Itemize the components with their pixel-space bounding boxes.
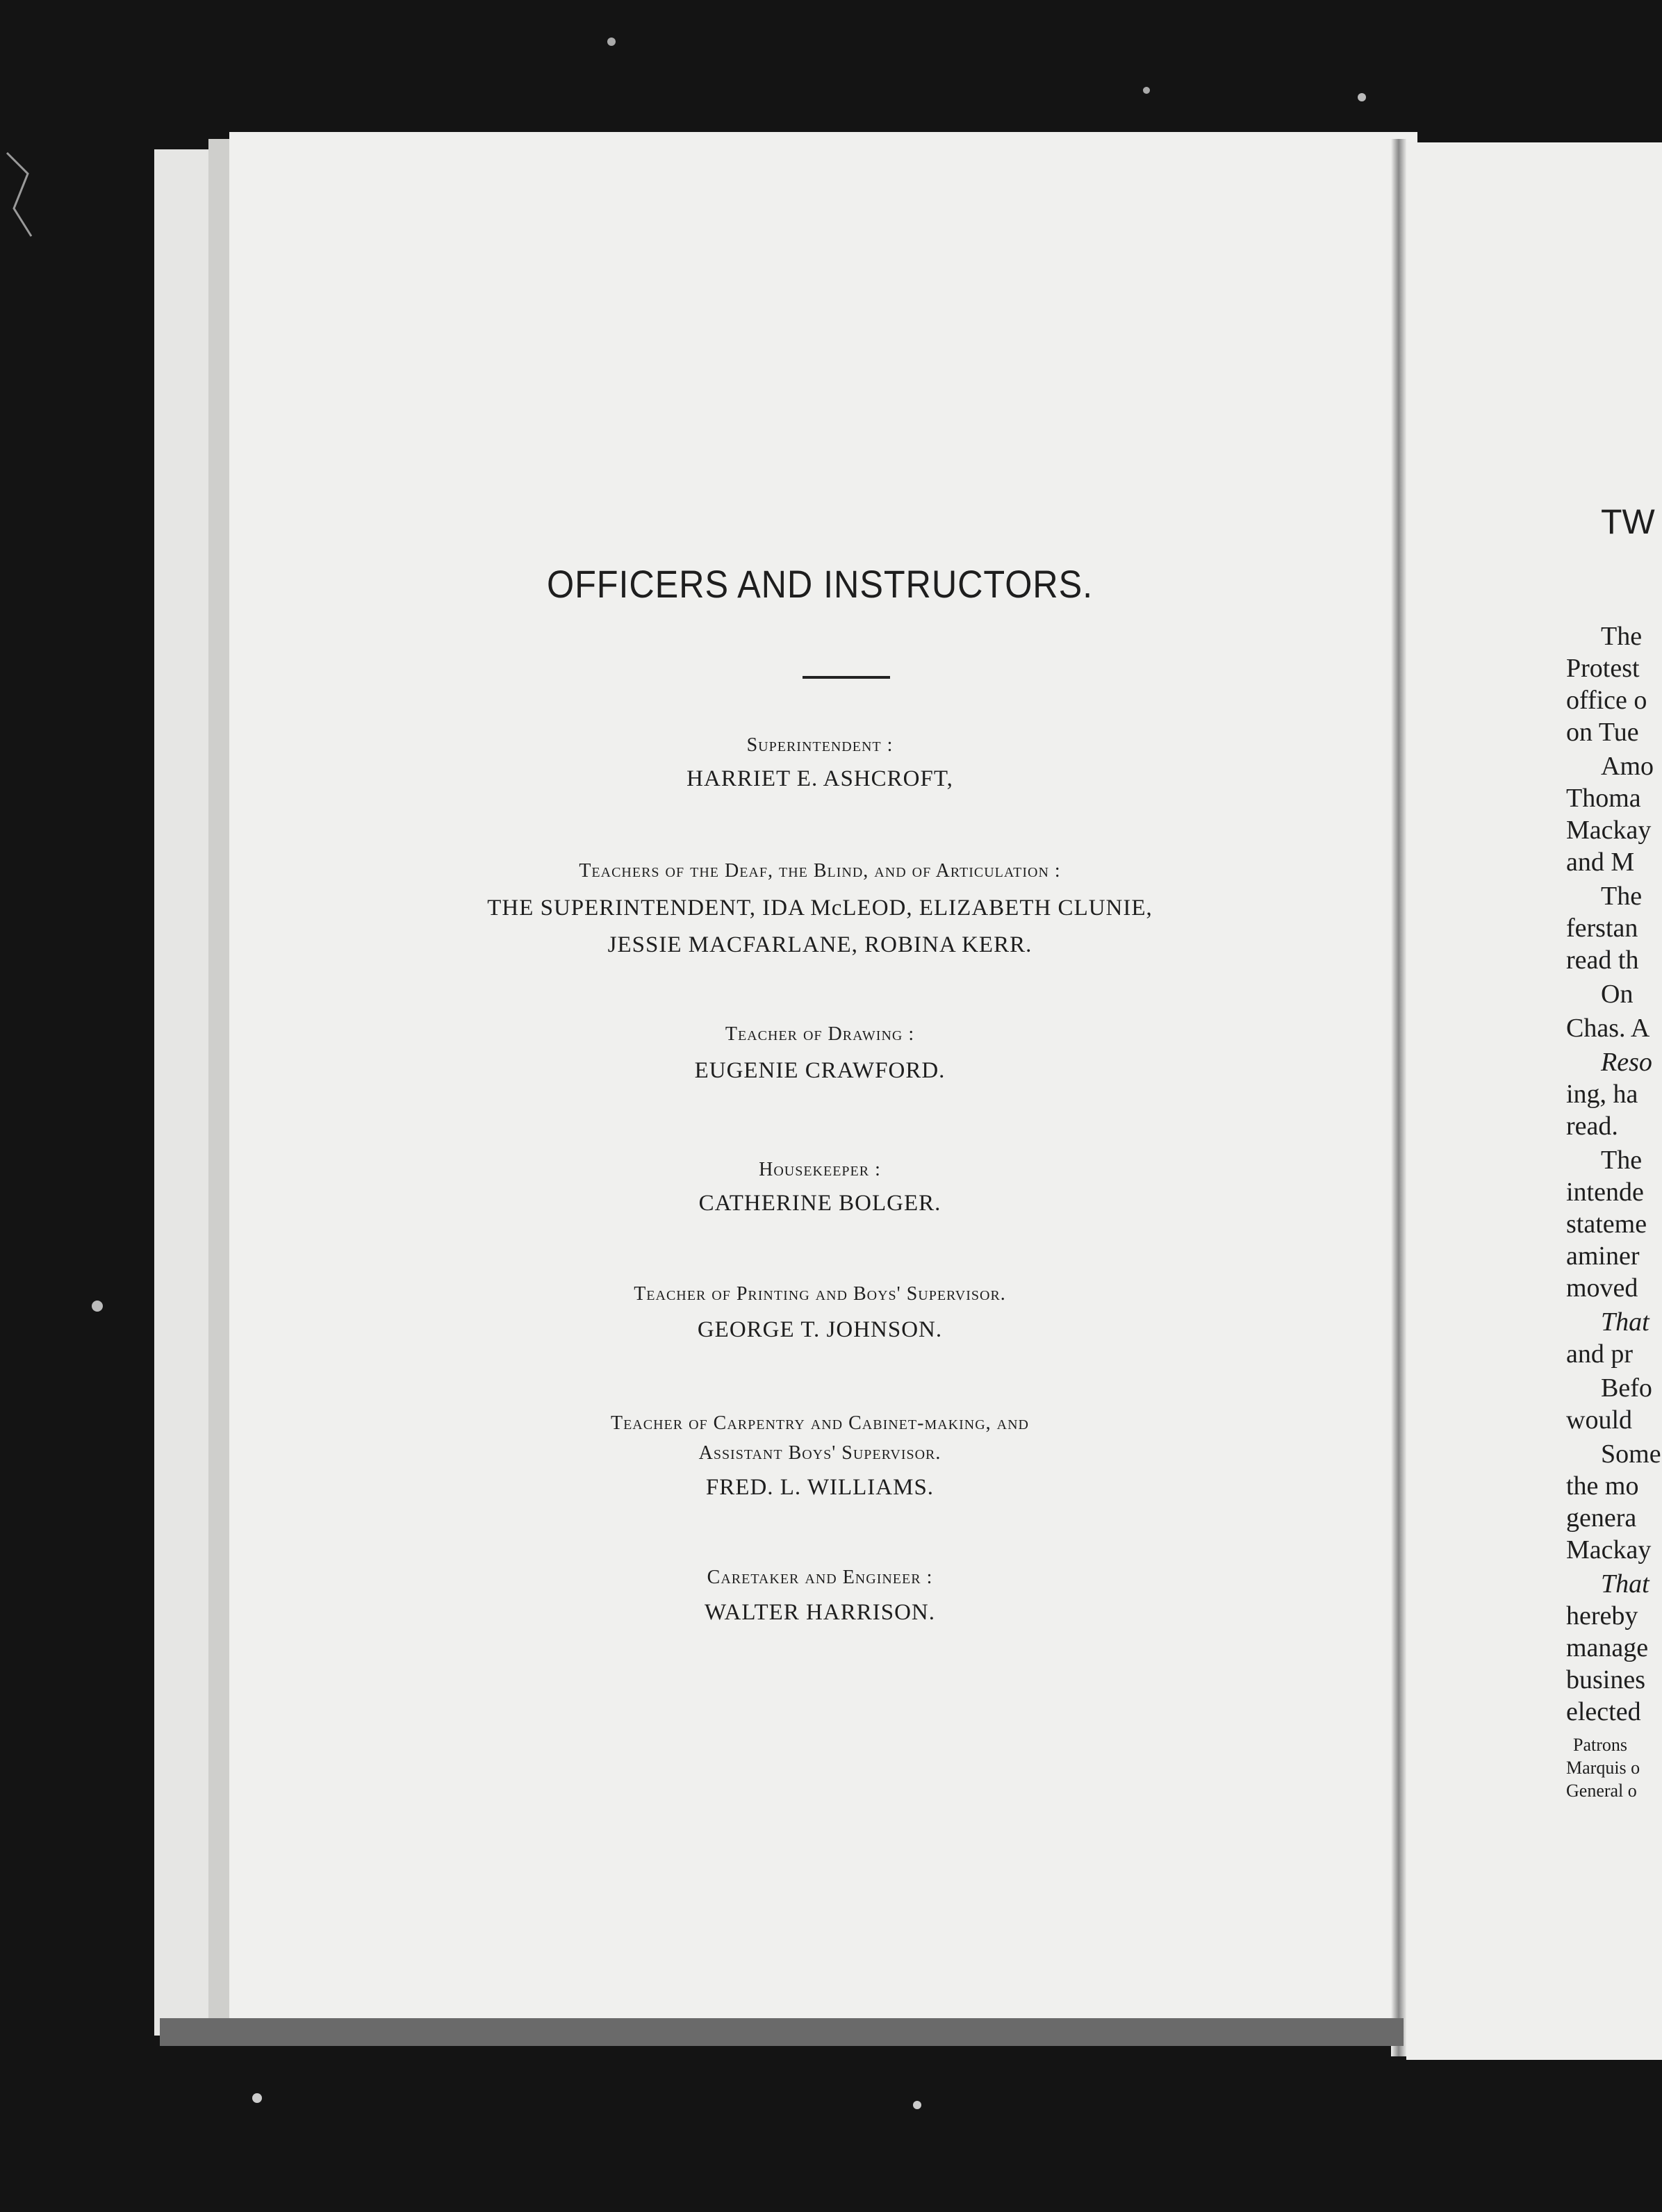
right-line: That xyxy=(1601,1569,1649,1599)
right-line: Thoma xyxy=(1566,784,1641,813)
carpentry-teacher-caption-line2: Assistant Boys' Supervisor. xyxy=(698,1442,941,1464)
right-footnote-line: Marquis o xyxy=(1566,1758,1640,1778)
right-line: elected xyxy=(1566,1697,1641,1726)
right-line: Chas. A xyxy=(1566,1014,1650,1043)
page-title: OFFICERS AND INSTRUCTORS. xyxy=(546,562,1094,606)
right-line: The xyxy=(1601,882,1643,911)
right-line: office o xyxy=(1566,686,1647,715)
carpentry-teacher-caption: Teacher of Carpentry and Cabinet-making, and xyxy=(610,1412,1029,1434)
carpentry-teacher-name: FRED. L. WILLIAMS. xyxy=(705,1475,935,1500)
right-line: stateme xyxy=(1566,1210,1647,1239)
title-divider xyxy=(803,676,890,679)
right-page-heading: TW xyxy=(1601,502,1655,541)
right-line: ing, ha xyxy=(1566,1080,1638,1109)
right-footnote-line: Patrons xyxy=(1573,1735,1627,1755)
housekeeper-name: CATHERINE BOLGER. xyxy=(698,1191,941,1216)
printing-teacher-caption: Teacher of Printing and Boys' Supervisor. xyxy=(634,1283,1006,1305)
housekeeper-caption: Housekeeper : xyxy=(759,1159,881,1180)
right-line: Protest xyxy=(1566,654,1640,683)
page-bottom-shadow xyxy=(160,2018,1404,2046)
caretaker-name: WALTER HARRISON. xyxy=(705,1600,935,1625)
right-footnote-line: General o xyxy=(1566,1781,1637,1801)
superintendent-name: HARRIET E. ASHCROFT, xyxy=(686,766,953,791)
right-line: hereby xyxy=(1566,1601,1638,1631)
left-page xyxy=(229,132,1417,2036)
right-line: the mo xyxy=(1566,1471,1639,1501)
right-line: would xyxy=(1566,1405,1632,1435)
right-line: moved xyxy=(1566,1273,1638,1303)
right-line: and M xyxy=(1566,848,1635,877)
caretaker-caption: Caretaker and Engineer : xyxy=(707,1567,933,1588)
right-line: genera xyxy=(1566,1503,1637,1533)
drawing-teacher-name: EUGENIE CRAWFORD. xyxy=(694,1058,946,1083)
superintendent-caption: Superintendent : xyxy=(746,734,894,756)
right-line: Befo xyxy=(1601,1373,1652,1403)
right-line: aminer xyxy=(1566,1241,1640,1271)
book-gutter xyxy=(1391,139,1406,2056)
right-line: That xyxy=(1601,1307,1649,1337)
teachers-deaf-caption: Teachers of the Deaf, the Blind, and of Articulation : xyxy=(579,860,1061,882)
right-line: ferstan xyxy=(1566,914,1638,943)
right-line: on Tue xyxy=(1566,718,1639,747)
drawing-teacher-caption: Teacher of Drawing : xyxy=(725,1023,915,1045)
right-line: Reso xyxy=(1601,1048,1652,1077)
teachers-deaf-names-line1: THE SUPERINTENDENT, IDA McLEOD, ELIZABETH CLUNIE, xyxy=(487,895,1153,921)
right-line: intende xyxy=(1566,1178,1644,1207)
right-line: The xyxy=(1601,622,1643,651)
right-line: Some xyxy=(1601,1439,1661,1469)
right-line: Mackay xyxy=(1566,816,1652,845)
right-line: Amo xyxy=(1601,752,1654,781)
teachers-deaf-names-line2: JESSIE MACFARLANE, ROBINA KERR. xyxy=(607,932,1032,957)
right-line: read th xyxy=(1566,946,1639,975)
right-line: read. xyxy=(1566,1112,1618,1141)
right-line: On xyxy=(1601,980,1634,1009)
right-line: manage xyxy=(1566,1633,1649,1662)
page-edge-shadow xyxy=(208,139,231,2036)
printing-teacher-name: GEORGE T. JOHNSON. xyxy=(697,1317,943,1342)
right-line: busines xyxy=(1566,1665,1645,1694)
right-line: Mackay xyxy=(1566,1535,1652,1565)
right-line: and pr xyxy=(1566,1339,1634,1369)
right-line: The xyxy=(1601,1146,1643,1175)
